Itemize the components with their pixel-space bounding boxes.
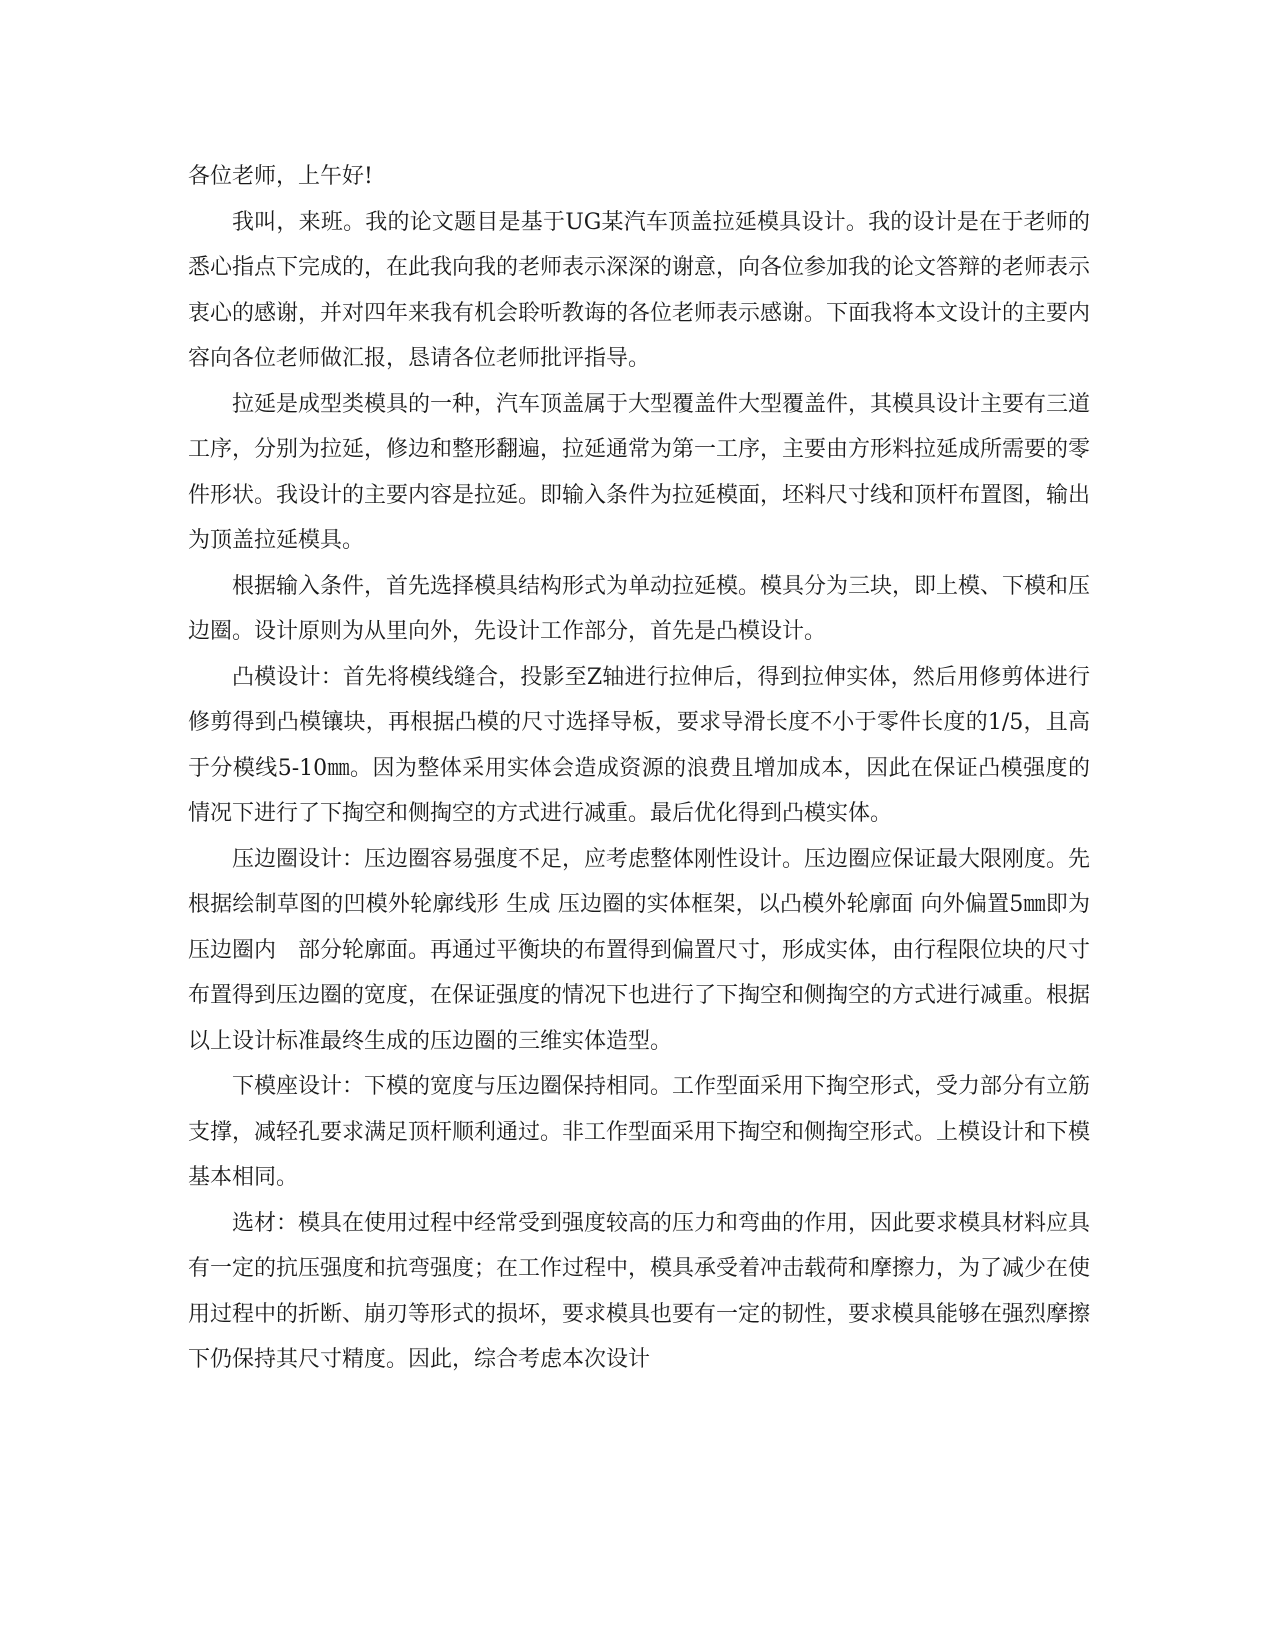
paragraph-introduction: 我叫，来班。我的论文题目是基于UG某汽车顶盖拉延模具设计。我的设计是在于老师的悉心指点下完成的，在此我向我的老师表示深深的谢意，向各位参加我的论文答辩的老师表示衷心的感谢，并对四年来我有机会聆听教诲的各位老师表示感谢。下面我将本文设计的主要内容向各位老师做汇报，恳请各位老师批评指导。	[188, 209, 1091, 371]
paragraph-blank-holder-design: 压边圈设计：压边圈容易强度不足，应考虑整体刚性设计。压边圈应保证最大限刚度。先根据绘制草图的凹模外轮廓线形 生成 压边圈的实体框架，以凸模外轮廓面 向外偏置5㎜即为压边圈内 部分轮廓面。再通过平衡块的布置得到偏置尺寸，形成实体，由行程限位块的尺寸布置得到压边圈的宽度，在保证强度的情况下也进行了下掏空和侧掏空的方式进行减重。根据以上设计标准最终生成的压边圈的三维实体造型。	[188, 846, 1091, 1054]
paragraph-punch-design: 凸模设计：首先将模线缝合，投影至Z轴进行拉伸后，得到拉伸实体，然后用修剪体进行修剪得到凸模镶块，再根据凸模的尺寸选择导板，要求导滑长度不小于零件长度的1/5，且高于分模线5-10㎜。因为整体采用实体会造成资源的浪费且增加成本，因此在保证凸模强度的情况下进行了下掏空和侧掏空的方式进行减重。最后优化得到凸模实体。	[188, 664, 1090, 826]
paragraph-material-selection: 选材：模具在使用过程中经常受到强度较高的压力和弯曲的作用，因此要求模具材料应具有一定的抗压强度和抗弯强度；在工作过程中，模具承受着冲击载荷和摩擦力，为了减少在使用过程中的折断、崩刃等形式的损坏，要求模具也要有一定的韧性，要求模具能够在强烈摩擦下仍保持其尺寸精度。因此，综合考虑本次设计	[188, 1210, 1091, 1372]
paragraph-structure-selection: 根据输入条件，首先选择模具结构形式为单动拉延模。模具分为三块，即上模、下模和压边圈。设计原则为从里向外，先设计工作部分，首先是凸模设计。	[188, 573, 1091, 644]
greeting: 各位老师，上午好!	[188, 164, 373, 189]
paragraph-drawing-overview: 拉延是成型类模具的一种，汽车顶盖属于大型覆盖件大型覆盖件，其模具设计主要有三道工序，分别为拉延，修边和整形翻遍，拉延通常为第一工序，主要由方形料拉延成所需要的零件形状。我设计的主要内容是拉延。即输入条件为拉延模面，坯料尺寸线和顶杆布置图，输出为顶盖拉延模具。	[188, 391, 1091, 553]
paragraph-lower-die-design: 下模座设计：下模的宽度与压边圈保持相同。工作型面采用下掏空形式，受力部分有立筋支撑，减轻孔要求满足顶杆顺利通过。非工作型面采用下掏空和侧掏空形式。上模设计和下模基本相同。	[188, 1074, 1091, 1190]
body-text	[188, 154, 1090, 1383]
